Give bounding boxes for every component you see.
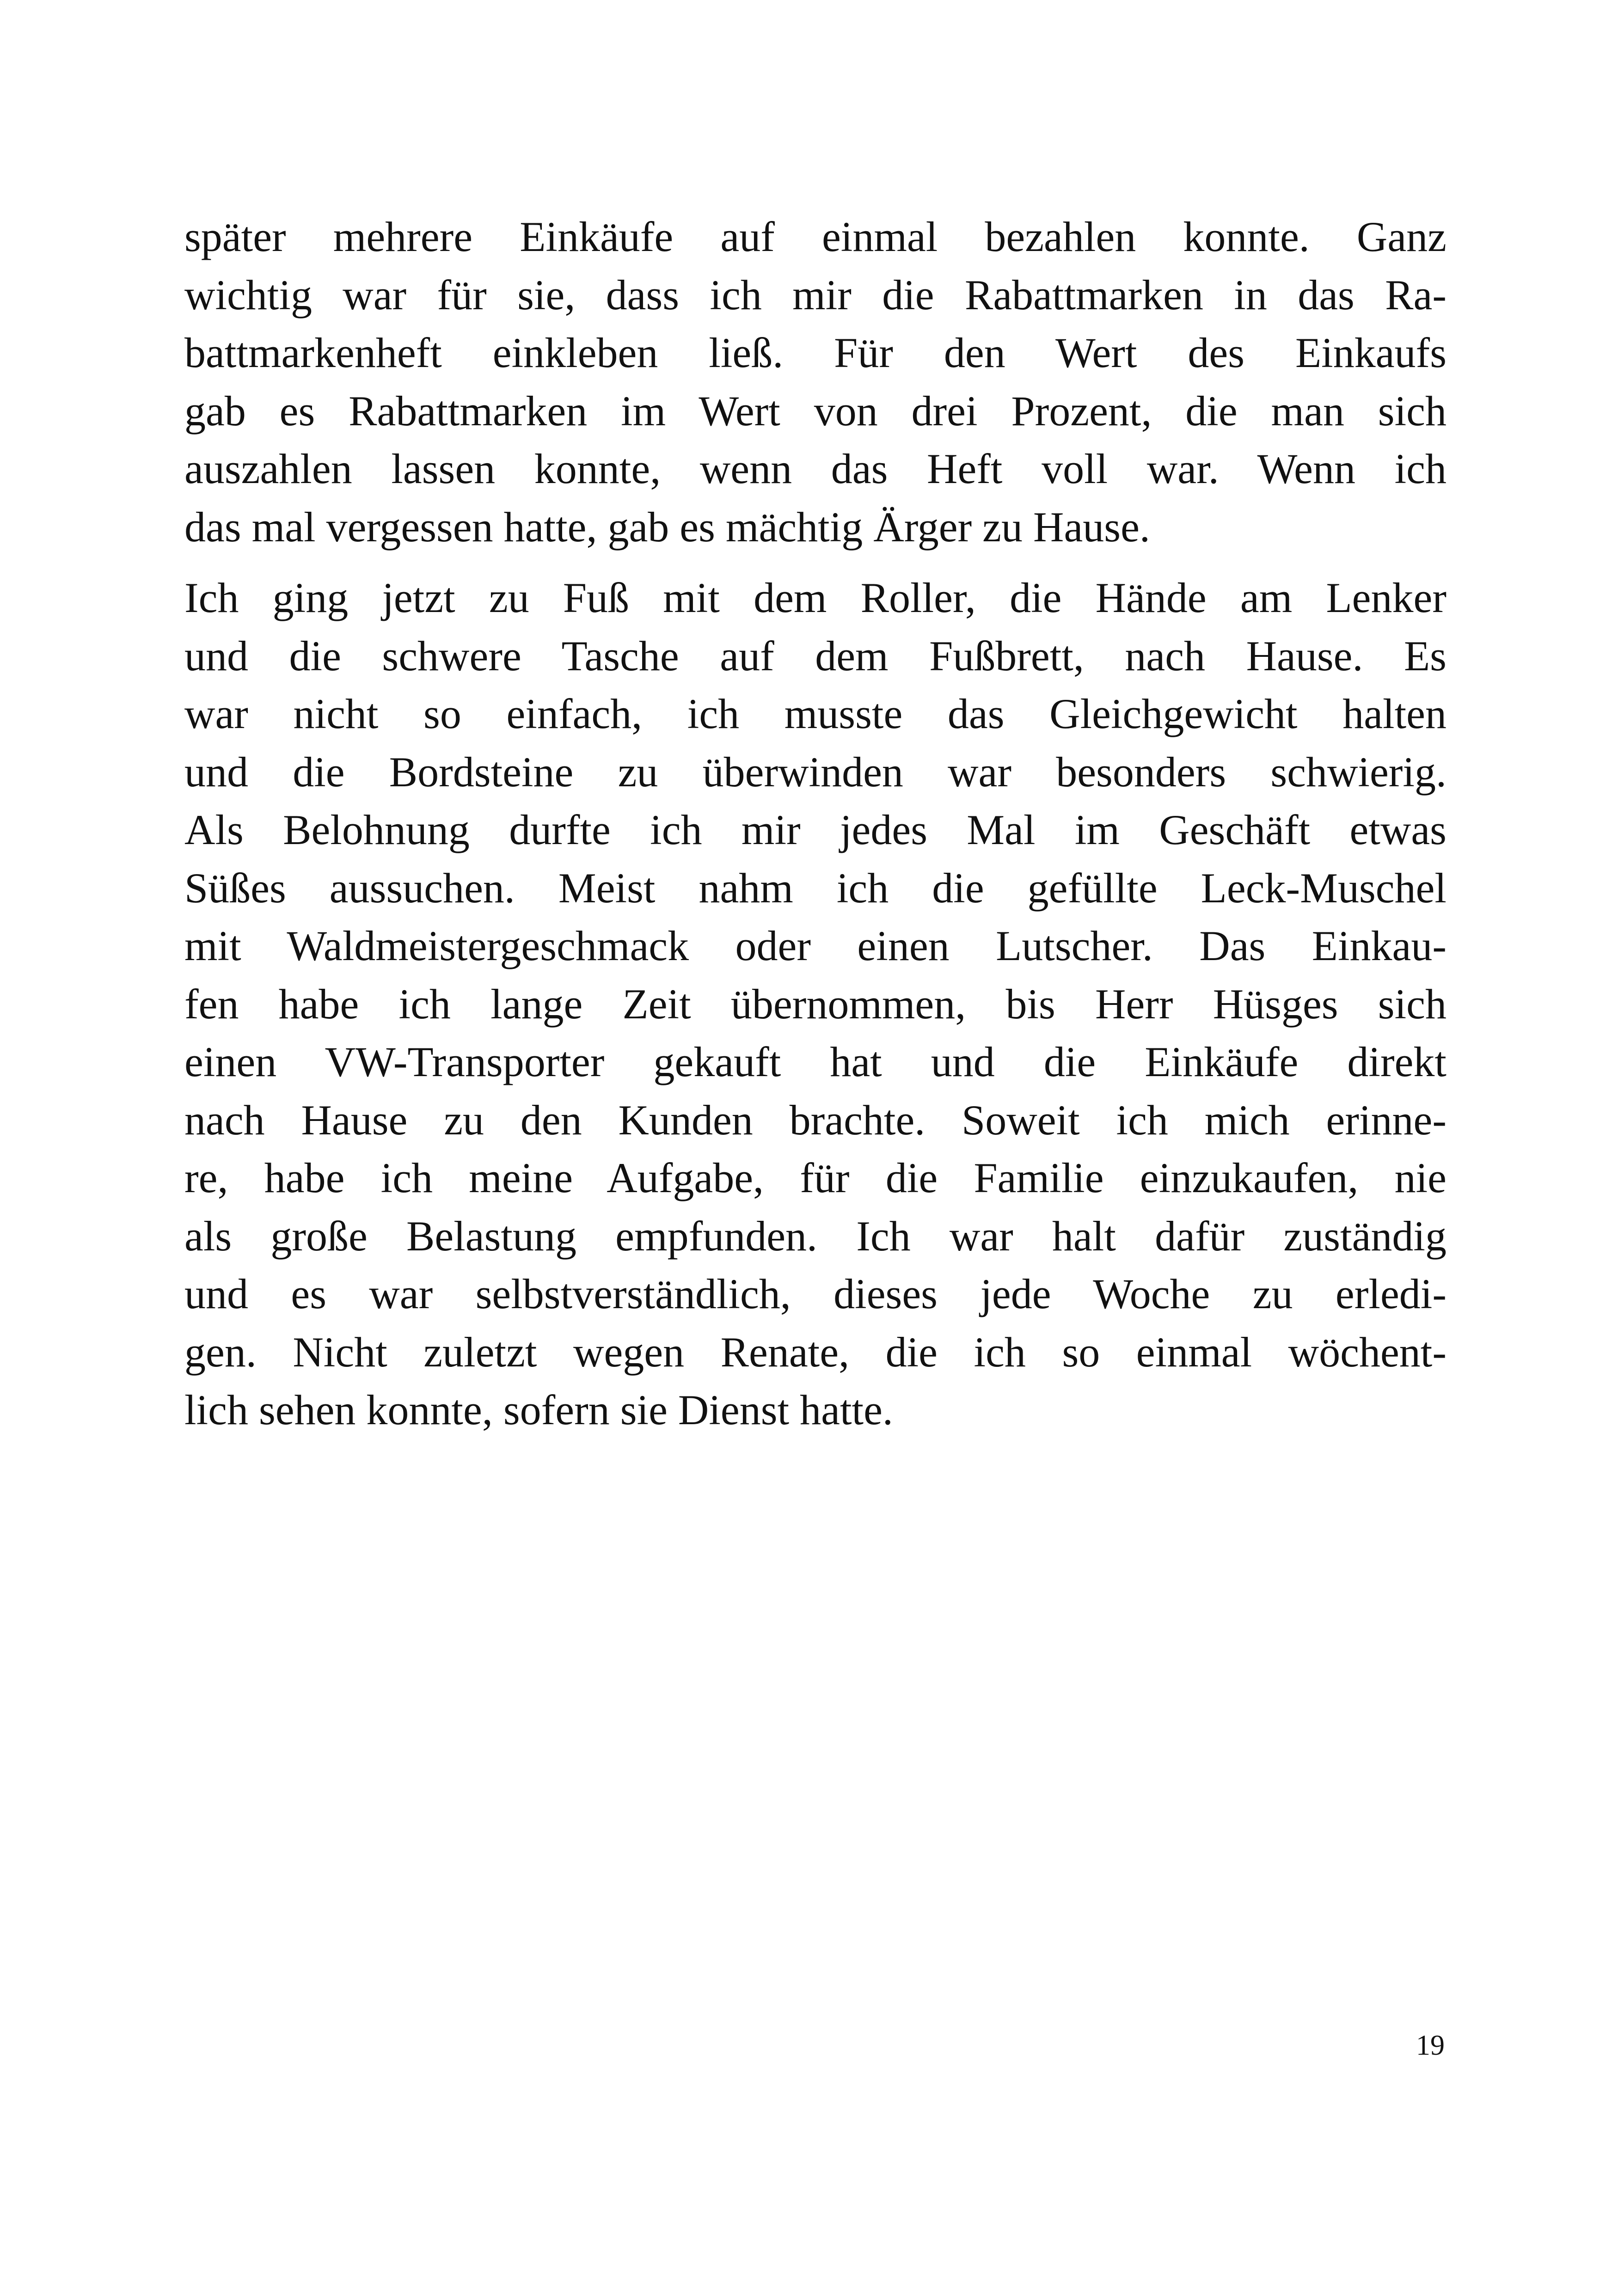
text-line: gen. Nicht zuletzt wegen Renate, die ich so einmal wöchent- bbox=[184, 1328, 1446, 1376]
body-text bbox=[184, 208, 1446, 1439]
text-line: Ich ging jetzt zu Fuß mit dem Roller, die Hände am Lenker bbox=[184, 574, 1446, 621]
text-line: battmarkenheft einkleben ließ. Für den Wert des Einkaufs bbox=[184, 329, 1446, 376]
text-line: und es war selbstverständlich, dieses jede Woche zu erledi- bbox=[184, 1270, 1446, 1317]
text-line: nach Hause zu den Kunden brachte. Soweit ich mich erinne- bbox=[184, 1096, 1446, 1144]
text-line: re, habe ich meine Aufgabe, für die Familie einzukaufen, nie bbox=[184, 1154, 1446, 1201]
text-line: einen VW-Transporter gekauft hat und die Einkäufe direkt bbox=[184, 1038, 1446, 1085]
text-line: und die Bordsteine zu überwinden war besonders schwierig. bbox=[184, 748, 1446, 796]
text-line: auszahlen lassen konnte, wenn das Heft voll war. Wenn ich bbox=[184, 445, 1446, 492]
text-line: später mehrere Einkäufe auf einmal bezahlen konnte. Ganz bbox=[184, 213, 1446, 260]
text-line: Süßes aussuchen. Meist nahm ich die gefüllte Leck-Muschel bbox=[184, 864, 1446, 912]
text-line: als große Belastung empfunden. Ich war halt dafür zuständig bbox=[184, 1212, 1446, 1260]
text-line: gab es Rabattmarken im Wert von drei Prozent, die man sich bbox=[184, 387, 1446, 435]
text-line: und die schwere Tasche auf dem Fußbrett, nach Hause. Es bbox=[184, 632, 1446, 680]
paragraph-2 bbox=[184, 569, 1446, 1439]
page-number: 19 bbox=[1416, 2030, 1445, 2061]
text-line: lich sehen konnte, sofern sie Dienst hatte. bbox=[184, 1386, 893, 1433]
text-line: wichtig war für sie, dass ich mir die Rabattmarken in das Ra- bbox=[184, 271, 1446, 318]
text-line: das mal vergessen hatte, gab es mächtig Ärger zu Hause. bbox=[184, 503, 1150, 551]
paragraph-1 bbox=[184, 208, 1446, 556]
text-line: Als Belohnung durfte ich mir jedes Mal im Geschäft etwas bbox=[184, 806, 1446, 853]
text-line: mit Waldmeistergeschmack oder einen Lutscher. Das Einkau- bbox=[184, 922, 1446, 969]
text-line: war nicht so einfach, ich musste das Gleichgewicht halten bbox=[184, 690, 1446, 737]
text-line: fen habe ich lange Zeit übernommen, bis Herr Hüsges sich bbox=[184, 980, 1446, 1028]
